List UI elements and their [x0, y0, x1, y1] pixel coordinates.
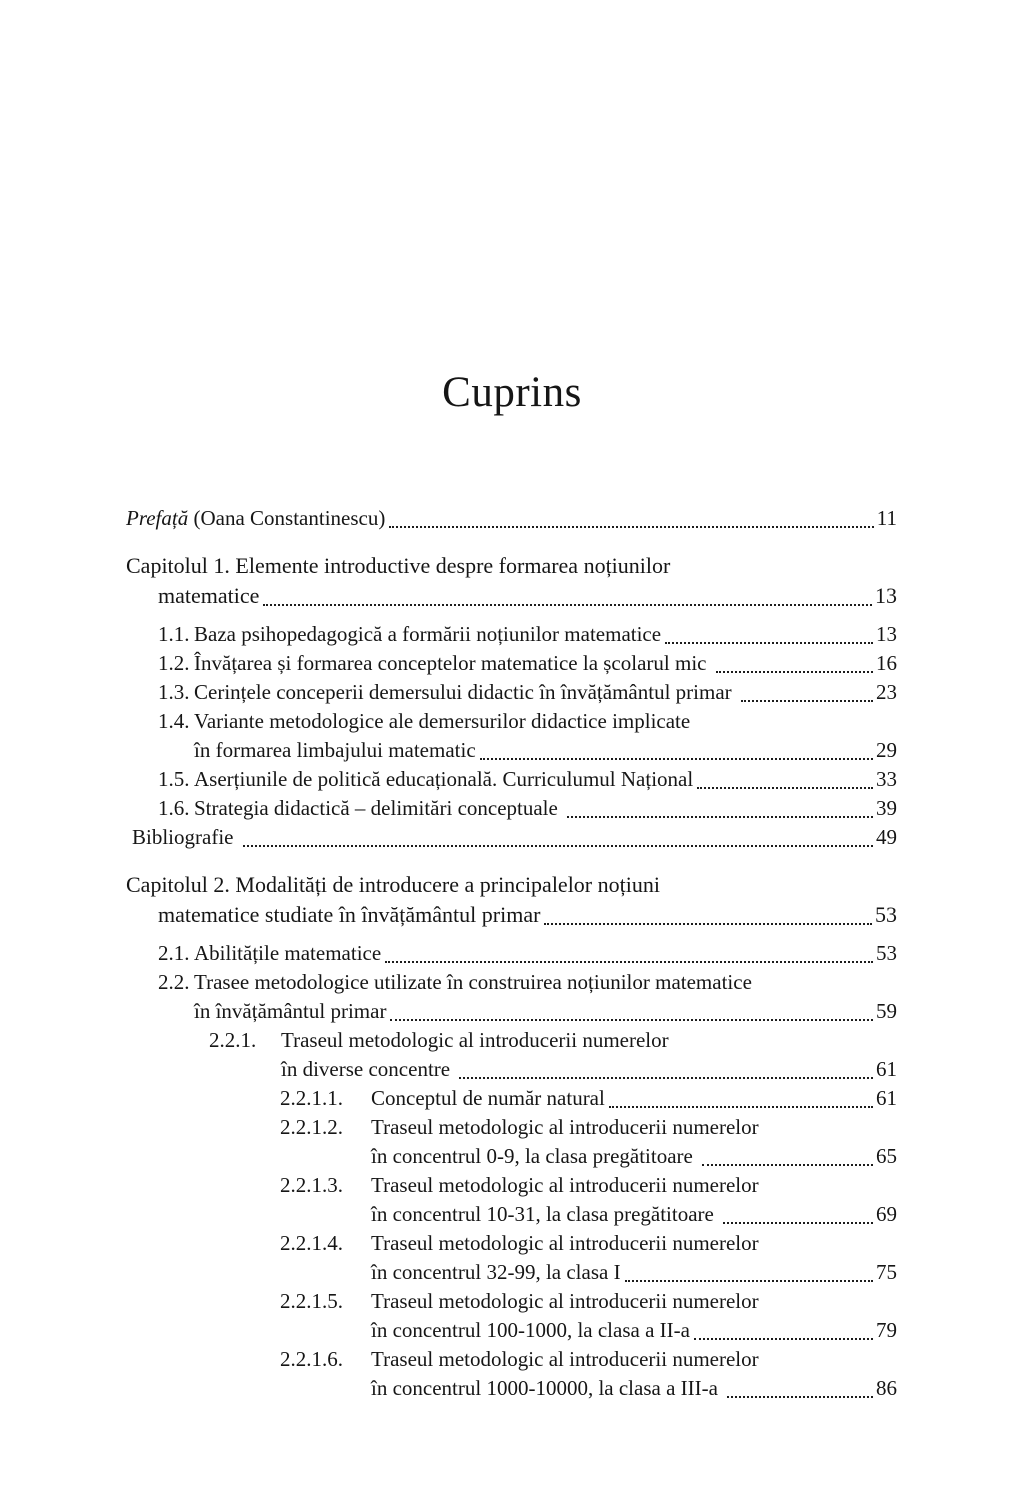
entry-line	[371, 1316, 897, 1345]
entry-text: Traseul metodologic al introducerii numerelor	[281, 1028, 669, 1052]
entry-line	[194, 678, 897, 707]
dot-leader	[459, 1055, 873, 1079]
entry-text: în concentrul 100-1000, la clasa a II-a	[371, 1318, 690, 1342]
entry-text: Trasee metodologice utilizate în construirea noțiunilor matematice	[194, 970, 752, 994]
entry-line	[126, 504, 897, 533]
entry-body	[371, 1229, 897, 1287]
entry-line	[371, 1113, 897, 1142]
dot-leader	[480, 736, 873, 760]
dot-leader	[665, 620, 873, 644]
page-number: 61	[876, 1057, 897, 1081]
page-number: 11	[876, 506, 897, 530]
entry-line	[281, 1055, 897, 1084]
toc-entry	[126, 1171, 897, 1229]
entry-text: Abilitățile matematice	[194, 941, 382, 965]
entry-text: Capitolul 1. Elemente introductive despre formarea noțiunilor	[126, 553, 671, 578]
dot-leader	[567, 794, 873, 818]
entry-text: în formarea limbajului matematic	[194, 738, 476, 762]
page-number: 75	[876, 1260, 897, 1284]
entry-body	[126, 823, 897, 852]
entry-number: 2.2.1.6.	[280, 1347, 343, 1371]
entry-line	[194, 794, 897, 823]
entry-number: 2.2.1.4.	[280, 1231, 343, 1255]
toc-entry	[126, 649, 897, 678]
toc-entry	[126, 1345, 897, 1403]
entry-body	[126, 870, 897, 930]
entry-text: Aserțiunile de politică educațională. Curriculumul Național	[194, 767, 694, 791]
toc-entry	[126, 707, 897, 765]
entry-number: 1.6.	[158, 796, 190, 820]
page-number: 79	[876, 1318, 897, 1342]
entry-text: Traseul metodologic al introducerii numerelor	[371, 1115, 759, 1139]
dot-leader	[694, 1316, 873, 1340]
dot-leader	[385, 939, 873, 963]
entry-italic-lead: Prefață	[126, 506, 189, 530]
page-number: 13	[876, 622, 897, 646]
toc-entry	[126, 504, 897, 533]
dot-leader	[243, 823, 873, 847]
entry-number: 2.2.	[158, 970, 190, 994]
toc-entry	[126, 1026, 897, 1084]
entry-text: Capitolul 2. Modalități de introducere a principalelor noțiuni	[126, 872, 660, 897]
page-number: 39	[876, 796, 897, 820]
entry-body	[194, 968, 897, 1026]
entry-line	[194, 620, 897, 649]
entry-number: 1.2.	[158, 651, 190, 675]
page-number: 49	[876, 825, 897, 849]
page-number: 86	[876, 1376, 897, 1400]
page-number: 16	[876, 651, 897, 675]
entry-text: Traseul metodologic al introducerii numerelor	[371, 1173, 759, 1197]
entry-text: în concentrul 10-31, la clasa pregătitoare	[371, 1202, 720, 1226]
entry-line	[371, 1229, 897, 1258]
entry-body	[194, 707, 897, 765]
toc-entry	[126, 823, 897, 852]
dot-leader	[390, 997, 873, 1021]
dot-leader	[716, 649, 873, 673]
toc-entry	[126, 939, 897, 968]
toc-entry	[126, 551, 897, 611]
entry-body	[194, 765, 897, 794]
entry-body	[371, 1171, 897, 1229]
dot-leader	[727, 1374, 873, 1398]
entry-text: Baza psihopedagogică a formării noțiunilor matematice	[194, 622, 662, 646]
entry-body	[194, 620, 897, 649]
entry-body	[126, 504, 897, 533]
page-number: 61	[876, 1086, 897, 1110]
toc-entry	[126, 620, 897, 649]
entry-body	[194, 794, 897, 823]
entry-line	[371, 1084, 897, 1113]
entry-text: Bibliografie	[132, 825, 239, 849]
dot-leader	[263, 581, 872, 606]
toc-entry	[126, 870, 897, 930]
entry-text: Strategia didactică – delimitări conceptuale	[194, 796, 564, 820]
dot-leader	[723, 1200, 873, 1224]
dot-leader	[544, 900, 872, 925]
dot-leader	[625, 1258, 873, 1282]
entry-number: 1.3.	[158, 680, 190, 704]
dot-leader	[697, 765, 873, 789]
entry-text: Cerințele conceperii demersului didactic în învățământul primar	[194, 680, 737, 704]
entry-number: 2.2.1.1.	[280, 1086, 343, 1110]
entry-line	[126, 581, 897, 611]
entry-number: 2.1.	[158, 941, 190, 965]
page-number: 13	[875, 583, 897, 608]
dot-leader	[609, 1084, 873, 1108]
entry-number: 1.5.	[158, 767, 190, 791]
entry-line	[371, 1258, 897, 1287]
entry-body	[281, 1026, 897, 1084]
entry-text: în învățământul primar	[194, 999, 387, 1023]
page-number: 69	[876, 1202, 897, 1226]
toc-entry	[126, 1084, 897, 1113]
entry-line	[281, 1026, 897, 1055]
entry-text: Variante metodologice ale demersurilor didactice implicate	[194, 709, 691, 733]
entry-line	[371, 1287, 897, 1316]
entry-number: 2.2.1.5.	[280, 1289, 343, 1313]
entry-line	[194, 736, 897, 765]
entry-text: în concentrul 1000-10000, la clasa a III-a	[371, 1376, 724, 1400]
entry-text: în diverse concentre	[281, 1057, 456, 1081]
entry-line	[371, 1345, 897, 1374]
entry-text: (Oana Constantinescu)	[188, 506, 386, 530]
page-number: 65	[876, 1144, 897, 1168]
entry-body	[194, 678, 897, 707]
toc-entry	[126, 678, 897, 707]
entry-line	[371, 1374, 897, 1403]
entry-line	[371, 1142, 897, 1171]
entry-text: Învățarea și formarea conceptelor matematice la școlarul mic	[194, 651, 712, 675]
entry-text: în concentrul 32-99, la clasa I	[371, 1260, 621, 1284]
entry-text: Traseul metodologic al introducerii numerelor	[371, 1289, 759, 1313]
entry-line	[194, 707, 897, 736]
entry-body	[194, 939, 897, 968]
page-number: 53	[875, 902, 897, 927]
toc-entry	[126, 1287, 897, 1345]
toc-entry	[126, 794, 897, 823]
entry-text: matematice studiate în învățământul primar	[158, 902, 541, 927]
toc-list	[126, 504, 897, 1403]
entry-number: 2.2.1.2.	[280, 1115, 343, 1139]
entry-number: 1.1.	[158, 622, 190, 646]
entry-line	[126, 870, 897, 900]
entry-body	[371, 1287, 897, 1345]
entry-body	[126, 551, 897, 611]
entry-line	[126, 900, 897, 930]
dot-leader	[389, 504, 873, 528]
toc-entry	[126, 1113, 897, 1171]
entry-line	[132, 823, 897, 852]
entry-line	[194, 968, 897, 997]
entry-body	[194, 649, 897, 678]
entry-line	[194, 997, 897, 1026]
entry-body	[371, 1345, 897, 1403]
entry-line	[194, 765, 897, 794]
entry-text: în concentrul 0-9, la clasa pregătitoare	[371, 1144, 699, 1168]
entry-body	[371, 1113, 897, 1171]
entry-text: Traseul metodologic al introducerii numerelor	[371, 1231, 759, 1255]
page-number: 29	[876, 738, 897, 762]
entry-text: matematice	[158, 583, 260, 608]
page-number: 53	[876, 941, 897, 965]
entry-line	[371, 1171, 897, 1200]
entry-line	[371, 1200, 897, 1229]
toc-entry	[126, 968, 897, 1026]
toc-entry	[126, 1229, 897, 1287]
entry-number: 2.2.1.	[209, 1028, 257, 1052]
page-number: 59	[876, 999, 897, 1023]
page-number: 33	[876, 767, 897, 791]
entry-line	[194, 649, 897, 678]
dot-leader	[702, 1142, 873, 1166]
entry-text: Conceptul de număr natural	[371, 1086, 605, 1110]
entry-number: 2.2.1.3.	[280, 1173, 343, 1197]
dot-leader	[741, 678, 873, 702]
entry-body	[371, 1084, 897, 1113]
page-title: Cuprins	[442, 369, 582, 416]
toc-entry	[126, 765, 897, 794]
entry-line	[126, 551, 897, 581]
entry-line	[194, 939, 897, 968]
page-number: 23	[876, 680, 897, 704]
entry-text: Traseul metodologic al introducerii numerelor	[371, 1347, 759, 1371]
entry-number: 1.4.	[158, 709, 190, 733]
